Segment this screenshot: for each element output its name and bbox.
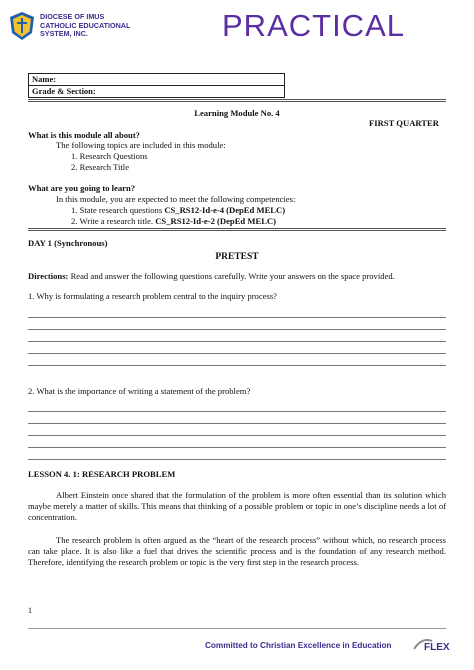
directions bbox=[28, 271, 395, 281]
day-label: DAY 1 (Synchronous) bbox=[28, 238, 108, 248]
about-intro: The following topics are included in this module: bbox=[56, 140, 226, 150]
answer-line[interactable] bbox=[28, 411, 446, 412]
diocese-logo bbox=[8, 11, 36, 41]
competency-text: 1. State research questions bbox=[71, 205, 165, 215]
topic-item: 1. Research Questions bbox=[71, 151, 148, 161]
answer-line[interactable] bbox=[28, 423, 446, 424]
directions-label: Directions: bbox=[28, 271, 69, 281]
question-2: 2. What is the importance of writing a statement of the problem? bbox=[28, 386, 251, 396]
org-line-1: DIOCESE OF IMUS bbox=[40, 12, 105, 21]
answer-line[interactable] bbox=[28, 353, 446, 354]
pretest-title: PRETEST bbox=[215, 252, 259, 262]
answer-line[interactable] bbox=[28, 435, 446, 436]
footer-divider bbox=[28, 628, 446, 629]
answer-line[interactable] bbox=[28, 447, 446, 448]
directions-text: Read and answer the following questions carefully. Write your answers on the space provided. bbox=[68, 271, 395, 281]
subject-title: PRACTICAL bbox=[222, 8, 405, 43]
name-field[interactable]: Name: bbox=[32, 74, 57, 84]
question-1: 1. Why is formulating a research problem central to the inquiry process? bbox=[28, 291, 277, 301]
about-heading: What is this module all about? bbox=[28, 130, 140, 140]
flex-logo bbox=[412, 635, 450, 653]
flex-brand-text: FLEX bbox=[424, 642, 450, 653]
footer-motto: Committed to Christian Excellence in Education bbox=[205, 641, 392, 650]
lesson-paragraph: Albert Einstein once shared that the formulation of the problem is more often essential than its solution which maybe merely a matter of skills. This means that thinking of a possible problem or topic in one’s discipline needs a lot of concentration. bbox=[28, 490, 446, 522]
divider bbox=[28, 99, 446, 102]
answer-line[interactable] bbox=[28, 329, 446, 330]
answer-line[interactable] bbox=[28, 341, 446, 342]
lesson-paragraph: The research problem is often argued as the “heart of the research process” without which, no research process can take place. It is also like a fuel that drives the scientific process and is the foundation of any research method. Therefore, identifying the research problem or topic is the very first step in the research process. bbox=[28, 535, 446, 567]
grade-section-field[interactable]: Grade & Section: bbox=[29, 85, 284, 97]
competency-text: 2. Write a research title. bbox=[71, 216, 156, 226]
divider bbox=[28, 228, 446, 231]
lesson-title: LESSON 4. 1: RESEARCH PROBLEM bbox=[28, 469, 176, 479]
learn-heading: What are you going to learn? bbox=[28, 183, 136, 193]
competency-code: CS_RS12-Id-e-4 (DepEd MELC) bbox=[164, 205, 286, 215]
competency-item bbox=[71, 205, 285, 215]
student-info-box bbox=[28, 73, 285, 98]
organization-name bbox=[40, 13, 150, 39]
quarter-label: FIRST QUARTER bbox=[369, 118, 439, 128]
org-line-3: SYSTEM, INC. bbox=[40, 29, 88, 39]
answer-line[interactable] bbox=[28, 459, 446, 460]
competency-item bbox=[71, 216, 276, 226]
topic-item: 2. Research Title bbox=[71, 162, 130, 172]
answer-line[interactable] bbox=[28, 365, 446, 366]
learn-intro: In this module, you are expected to meet the following competencies: bbox=[56, 194, 296, 204]
page-number: 1 bbox=[28, 606, 32, 615]
competency-code: CS_RS12-Id-e-2 (DepEd MELC) bbox=[155, 216, 276, 226]
answer-line[interactable] bbox=[28, 317, 446, 318]
org-line-2: CATHOLIC EDUCATIONAL bbox=[40, 20, 131, 30]
module-title: Learning Module No. 4 bbox=[194, 108, 280, 118]
